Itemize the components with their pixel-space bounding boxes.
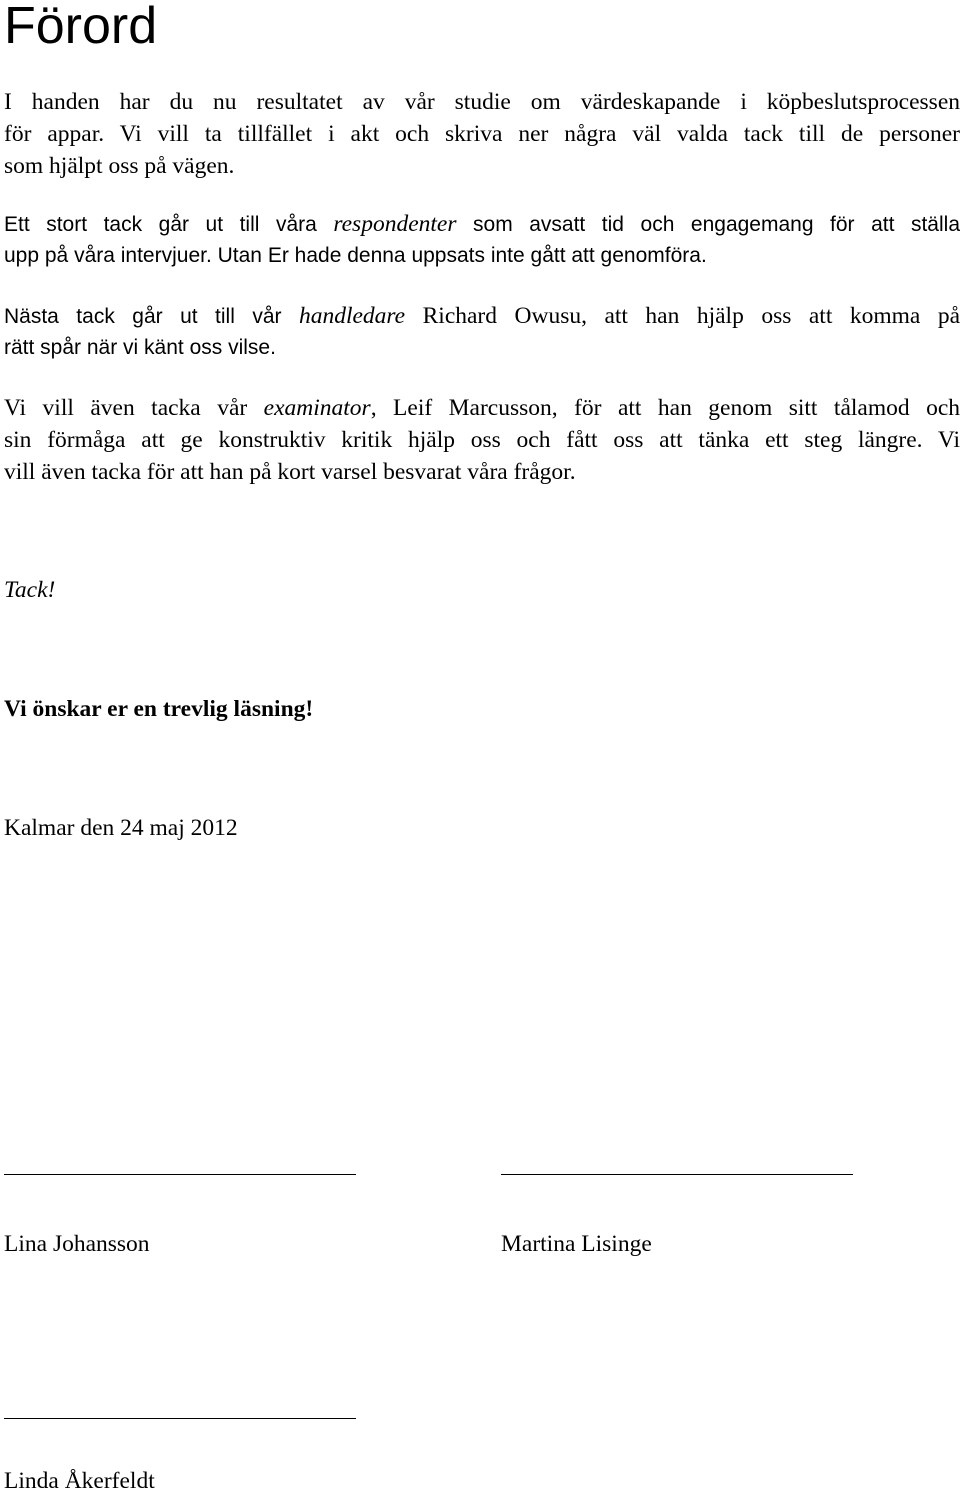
examinator-emphasis: examinator: [263, 395, 371, 421]
signature-name-2: Martina Lisinge: [501, 1231, 652, 1257]
paragraph-4-line-3: vill även tacka för att han på kort varsel besvarat våra frågor.: [4, 459, 576, 485]
signature-line-1: [4, 1174, 356, 1175]
thanks-text: [4, 574, 55, 606]
handledare-emphasis: handledare: [298, 303, 406, 329]
paragraph-1-line-2: för appar. Vi vill ta tillfället i akt och skriva ner några väl valda tack till de personer: [4, 121, 960, 147]
paragraph-3-line-2: rätt spår när vi känt oss vilse.: [4, 336, 276, 359]
paragraph-3-text: Nästa tack går ut till vår: [4, 305, 299, 328]
signature-line-3: [4, 1418, 356, 1419]
wish-text: Vi önskar er en trevlig läsning!: [4, 696, 314, 722]
signature-name-1: Lina Johansson: [4, 1231, 150, 1257]
page-title: Förord: [4, 0, 158, 55]
paragraph-2-line-1: [4, 208, 960, 241]
paragraph-4-line-2: sin förmåga att ge konstruktiv kritik hjälp oss och fått oss att tänka ett steg längre. Vi: [4, 427, 960, 453]
paragraph-2-text: Ett stort tack går ut till våra: [4, 213, 334, 236]
paragraph-1-line-3: som hjälpt oss på vägen.: [4, 153, 235, 179]
paragraph-2-line-2: upp på våra intervjuer. Utan Er hade denna uppsats inte gått att genomföra.: [4, 244, 707, 267]
thanks-emphasis: Tack!: [4, 577, 56, 603]
signature-name-3: Linda Åkerfeldt: [4, 1468, 155, 1494]
place-date: Kalmar den 24 maj 2012: [4, 815, 238, 841]
respondenter-emphasis: respondenter: [333, 211, 457, 237]
paragraph-4-text: Vi vill även tacka vår: [4, 395, 264, 421]
paragraph-4-text-cont: , Leif Marcusson, för att han genom sitt tålamod och: [370, 395, 960, 421]
paragraph-3-line-1: [4, 300, 960, 333]
paragraph-3-text-cont: Richard Owusu, att han hjälp oss att komma på: [405, 303, 960, 329]
paragraph-1-line-1: I handen har du nu resultatet av vår studie om värdeskapande i köpbeslutsprocessen: [4, 89, 960, 115]
paragraph-2-text-cont: som avsatt tid och engagemang för att ställa: [456, 213, 960, 236]
paragraph-4-line-1: [4, 392, 960, 424]
signature-line-2: [501, 1174, 853, 1175]
